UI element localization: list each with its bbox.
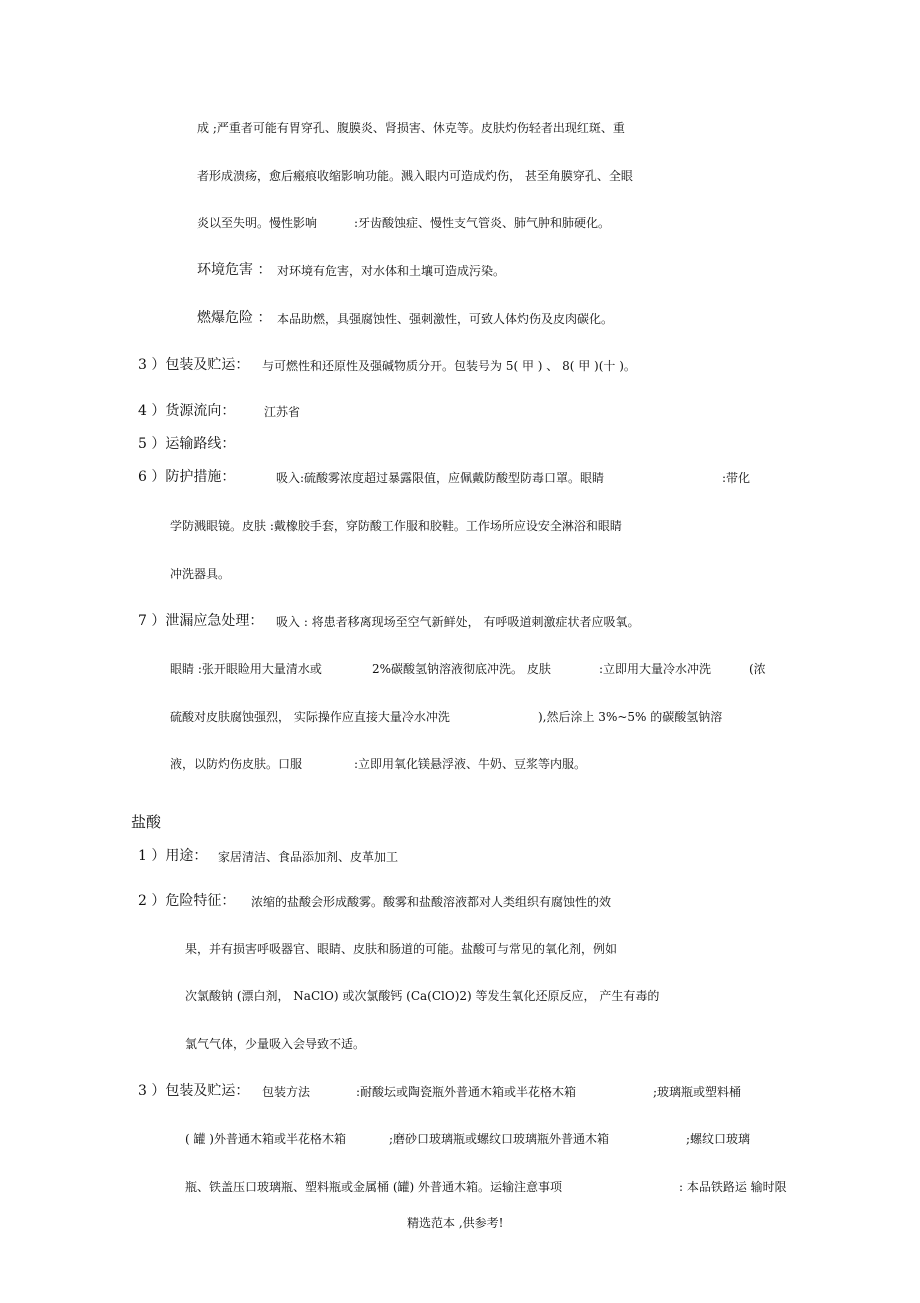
body-line: 2%碳酸氢钠溶液彻底冲洗。 皮肤 (372, 662, 551, 676)
body-line: 成 ;严重者可能有胃穿孔、腹膜炎、肾损害、休克等。皮肤灼伤轻者出现红斑、重 (197, 121, 625, 135)
hcl-packing-label: 3 ）包装及贮运： (138, 1083, 250, 1099)
body-line: 浓缩的盐酸会形成酸雾。酸雾和盐酸溶液都对人类组织有腐蚀性的效 (251, 895, 612, 909)
body-line: :耐酸坛或陶瓷瓶外普通木箱或半花格木箱 (356, 1085, 577, 1099)
body-line: :立即用大量冷水冲洗 (599, 662, 712, 676)
body-line: 液，以防灼伤皮肤。口服 (170, 757, 303, 771)
body-line: 硫酸对皮肤腐蚀强烈， 实际操作应直接大量冷水冲洗 (170, 710, 450, 724)
body-line: 果，并有损害呼吸器官、眼睛、皮肤和肠道的可能。盐酸可与常见的氧化剂，例如 (185, 942, 618, 956)
body-line: (浓 (749, 662, 766, 676)
protection-label: 6 ）防护措施： (138, 469, 236, 485)
body-line: ;磨砂口玻璃瓶或螺纹口玻璃瓶外普通木箱 (389, 1132, 610, 1146)
body-line: ;螺纹口玻璃 (686, 1132, 751, 1146)
body-line: 吸入 : 将患者移离现场至空气新鲜处， 有呼吸道刺激症状者应吸氧。 (276, 615, 640, 629)
use-label: 1 ）用途： (138, 848, 208, 864)
fire-hazard-label: 燃爆危险 ： (197, 310, 272, 326)
page-footer: 精选范本 ,供参考! (407, 1216, 504, 1230)
body-line: 瓶、铁盖压口玻璃瓶、塑料瓶或金属桶 (罐) 外普通木箱。运输注意事项 (185, 1180, 562, 1194)
route-label: 5 ）运输路线： (138, 436, 236, 452)
body-line: 眼睛 :张开眼睑用大量清水或 (170, 662, 322, 676)
use-text: 家居清洁、食品添加剂、皮革加工 (218, 850, 399, 864)
body-line: ;玻璃瓶或塑料桶 (653, 1085, 742, 1099)
hazard-label: 2 ）危险特征： (138, 893, 236, 909)
body-line: 次氯酸钠 (漂白剂， NaClO) 或次氯酸钙 (Ca(ClO)2) 等发生氧化还原反应， 产生有毒的 (185, 989, 660, 1003)
body-line: 冲洗器具。 (170, 567, 231, 581)
source-flow-text: 江苏省 (264, 405, 301, 419)
fire-hazard-text: 本品助燃，具强腐蚀性、强刺激性，可致人体灼伤及皮肉碳化。 (277, 312, 614, 326)
body-line: : 本品铁路运 输时限 (679, 1180, 787, 1194)
body-line: 氯气气体，少量吸入会导致不适。 (185, 1037, 366, 1051)
leak-label: 7 ）泄漏应急处理： (138, 613, 264, 629)
body-line: ),然后涂上 3%~5% 的碳酸氢钠溶 (538, 710, 723, 724)
body-line: 包装方法 (262, 1085, 311, 1099)
body-line: :带化 (722, 471, 751, 485)
body-line: :立即用氧化镁悬浮液、牛奶、豆浆等内服。 (354, 757, 587, 771)
body-line: ( 罐 )外普通木箱或半花格木箱 (185, 1132, 346, 1146)
env-hazard-label: 环境危害 ： (197, 262, 272, 278)
body-line: :牙齿酸蚀症、慢性支气管炎、肺气肿和肺硬化。 (354, 216, 611, 230)
body-line: 学防溅眼镜。皮肤 :戴橡胶手套，穿防酸工作服和胶鞋。工作场所应设安全淋浴和眼睛 (170, 519, 622, 533)
body-line: 炎以至失明。慢性影响 (197, 216, 318, 230)
packing-text: 与可燃性和还原性及强碱物质分开。包装号为 5( 甲 ) 、 8( 甲 )(十 )。 (262, 359, 636, 373)
body-line: 者形成溃疡，愈后瘢痕收缩影响功能。溅入眼内可造成灼伤， 甚至角膜穿孔、全眼 (197, 169, 633, 183)
source-flow-label: 4 ）货源流向： (138, 403, 236, 419)
env-hazard-text: 对环境有危害，对水体和土壤可造成污染。 (277, 264, 506, 278)
packing-label: 3 ）包装及贮运： (138, 357, 250, 373)
body-line: 吸入:硫酸雾浓度超过暴露限值，应佩戴防酸型防毒口罩。眼睛 (276, 471, 605, 485)
section-title-hcl: 盐酸 (131, 813, 162, 831)
